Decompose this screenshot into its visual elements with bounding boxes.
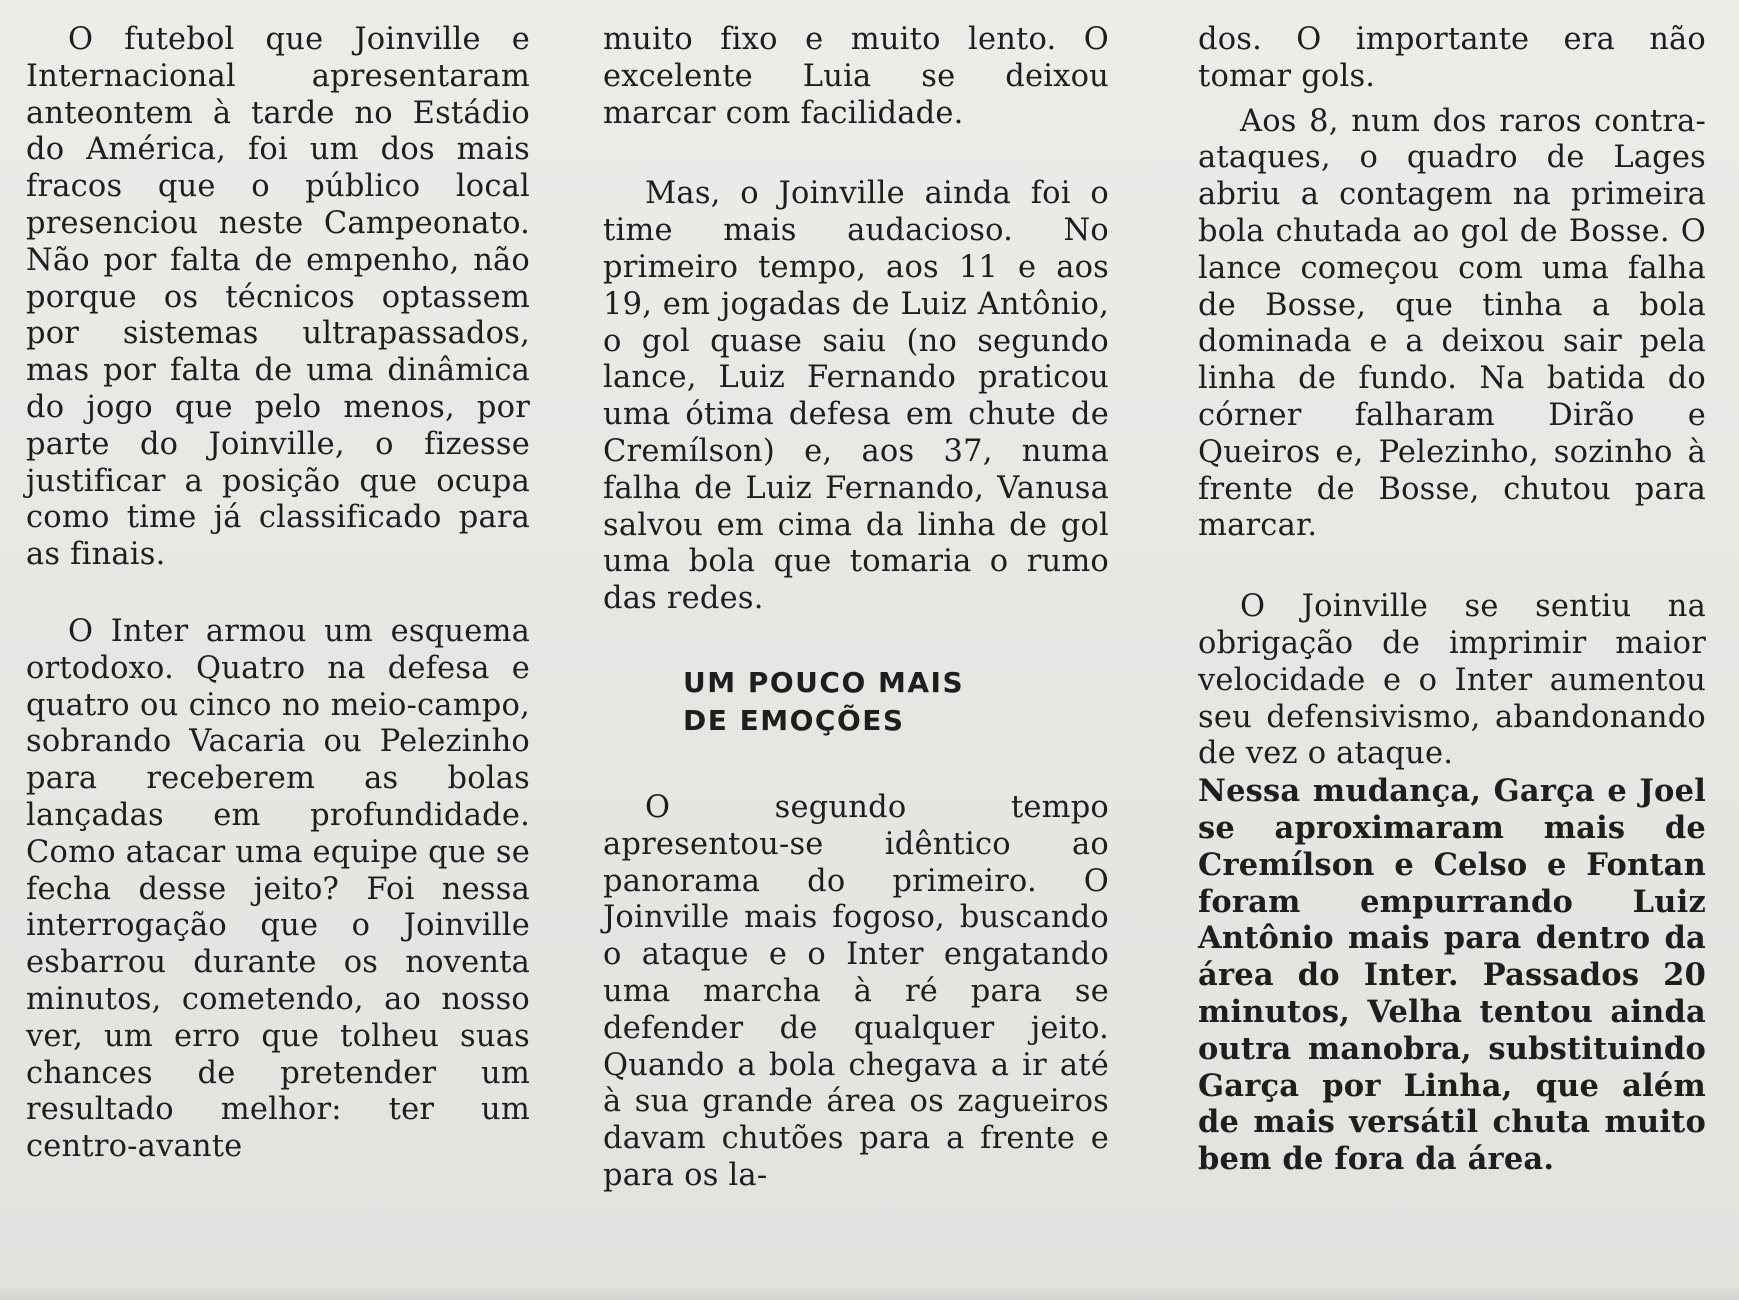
paragraph-joinville-pressure: O Joinville se sentiu na obrigação de imprimir maior velocidade e o Inter aumentou seu defensivismo, abandonando de vez o ataque. — [1198, 589, 1706, 772]
column-3 — [1198, 22, 1706, 1178]
paper-edge-shadow — [0, 1286, 1739, 1300]
section-headline — [683, 664, 1109, 740]
headline-line-2: DE EMOÇÕES — [683, 703, 905, 737]
paragraph-substitution: Nessa mudança, Garça e Joel se aproximaram mais de Cremílson e Celso e Fontan foram empurrando Luiz Antônio mais para dentro da área do Inter. Passados 20 minutos, Velha tentou ainda outra manobra, substituindo Garça por Linha, que além de mais versátil chuta muito bem de fora da área. — [1198, 773, 1706, 1178]
paragraph-continuation-2: dos. O importante era não tomar gols. — [1198, 22, 1706, 94]
column-2 — [603, 22, 1109, 1195]
headline-line-1: UM POUCO MAIS — [683, 665, 965, 699]
column-1 — [26, 22, 530, 1166]
paragraph-first-half: Mas, o Joinville ainda foi o time mais audacioso. No primeiro tempo, aos 11 e aos 19, em jogadas de Luiz Antônio, o gol quase saiu (no segundo lance, Luiz Fernando praticou uma ótima defesa em chute de Cremílson) e, aos 37, numa falha de Luiz Fernando, Vanusa salvou em cima da linha de gol uma bola que tomaria o rumo das redes. — [603, 176, 1109, 617]
paragraph-second-half: O segundo tempo apresentou-se idêntico ao panorama do primeiro. O Joinville mais fogoso, buscando o ataque e o Inter engatando uma marcha à ré para se defender de qualquer jeito. Quando a bola chegava a ir até à sua grande área os zagueiros davam chutões para a frente e para os la- — [603, 789, 1109, 1193]
paragraph-continuation: muito fixo e muito lento. O excelente Luia se deixou marcar com facilidade. — [603, 22, 1109, 131]
paragraph-first-goal: Aos 8, num dos raros contra-ataques, o quadro de Lages abriu a contagem na primeira bola chutada ao gol de Bosse. O lance começou com uma falha de Bosse, que tinha a bola dominada e a deixou sair pela linha de fundo. Na batida do córner falharam Dirão e Queiros e, Pelezinho, sozinho à frente de Bosse, chutou para marcar. — [1198, 103, 1706, 544]
paragraph-intro: O futebol que Joinville e Internacional apresentaram anteontem à tarde no Estádio do América, foi um dos mais fracos que o público local presenciou neste Campeonato. Não por falta de empenho, não porque os técnicos optassem por sistemas ultrapassados, mas por falta de uma dinâmica do jogo que pelo menos, por parte do Joinville, o fizesse justificar a posição que ocupa como time já classificado para as finais. — [26, 22, 530, 573]
paragraph-inter-scheme: O Inter armou um esquema ortodoxo. Quatro na defesa e quatro ou cinco no meio-campo, sobrando Vacaria ou Pelezinho para receberem as bolas lançadas em profundidade. Como atacar uma equipe que se fecha desse jeito? Foi nessa interrogação que o Joinville esbarrou durante os noventa minutos, cometendo, ao nosso ver, um erro que tolheu suas chances de pretender um resultado melhor: ter um centro-avante — [26, 613, 530, 1165]
